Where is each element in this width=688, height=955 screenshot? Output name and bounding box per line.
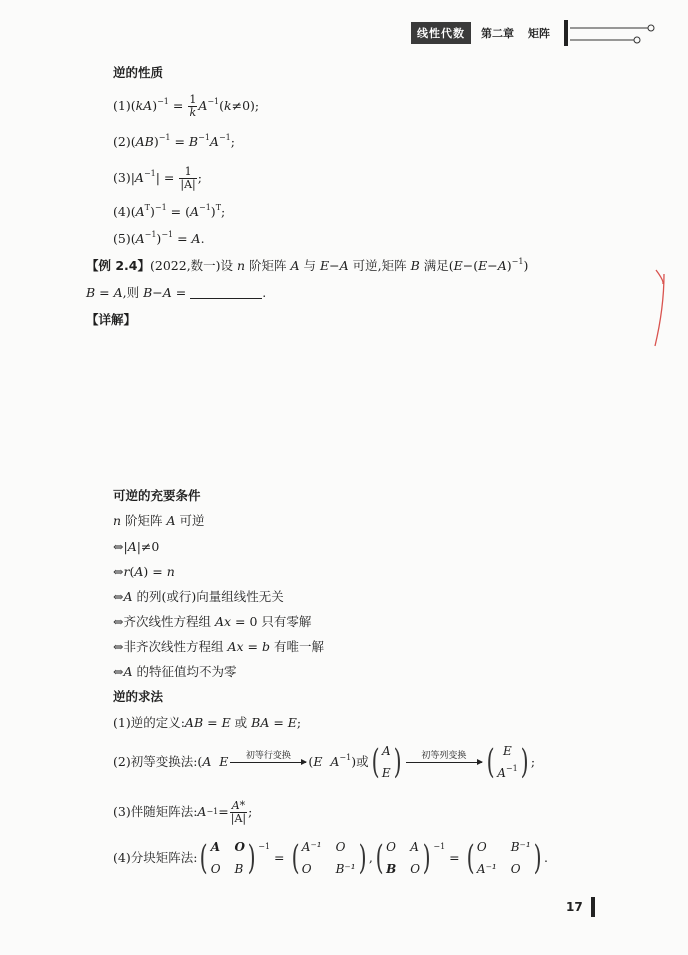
method-3: (3)伴随矩阵法: A −1 = $\frac{A*}{|A|}$ ; — [113, 798, 253, 825]
condition-5: ⇔非齐次线性方程组 Ax = b 有唯一解 — [113, 639, 324, 654]
fraction: $\frac{A*}{|A|}$ — [230, 798, 247, 825]
column-block-matrix: ( A E ) — [371, 742, 402, 782]
fraction: $\frac{1}{k}$ — [189, 93, 197, 119]
property-5: $(5)(A^{-1})^{-1} = A$. — [113, 230, 205, 246]
header-rule — [564, 20, 568, 46]
condition-6: ⇔A 的特征值均不为零 — [113, 664, 237, 679]
condition-2: ⇔r(A) = n — [113, 564, 175, 579]
section-heading-methods: 逆的求法 — [113, 689, 164, 704]
condition-3: ⇔A 的列(或行)向量组线性无关 — [113, 589, 284, 604]
method-4: (4)分块矩阵法: ( A O O B ) −1 = ( A⁻¹ O O B⁻¹ ) , ( O A B O ) −1 = ( O B⁻¹ A⁻¹ O ) . — [113, 838, 548, 878]
block-matrix-antidiag-inverse: ( O B⁻¹ A⁻¹ O ) — [466, 838, 542, 878]
block-matrix-diag-inverse: ( A⁻¹ O O B⁻¹ ) — [291, 838, 367, 878]
header-decoration — [570, 22, 660, 46]
property-3: $(3)|A^{-1}|$ = $\frac{1}{|A|}$ ; — [113, 165, 202, 191]
page-number-bar — [591, 897, 595, 917]
condition-4: ⇔齐次线性方程组 Ax = 0 只有零解 — [113, 614, 312, 629]
section-heading-properties: 逆的性质 — [113, 65, 164, 80]
condition-1: ⇔|A|≠0 — [113, 539, 160, 554]
row-transform-arrow: 初等行变换 — [230, 751, 306, 774]
red-pen-mark — [650, 268, 672, 350]
column-result-matrix: ( E $A^{-1}$ ) — [486, 742, 529, 782]
example-line-2: B = A,则 B−A = . — [86, 285, 267, 300]
method-2: (2)初等变换法: (A E 初等行变换 (E $A^{-1}$) 或 ( A E ) 初等列变换 ( E $A^{-1}$ ) ; — [113, 742, 536, 782]
running-header — [411, 22, 550, 44]
property-4: $(4)(A^T)^{-1} = (A^{-1})^T$; — [113, 203, 226, 219]
fraction: $\frac{1}{|A|}$ — [180, 165, 196, 191]
section-heading-conditions: 可逆的充要条件 — [113, 488, 201, 503]
block-matrix-diag: ( A O O B ) −1 — [200, 838, 271, 878]
example-line-1: 【例 2.4】(2022,数一)设 n 阶矩阵 A 与 E−A 可逆,矩阵 B 满足$(E-(E-A)^{-1})$ — [86, 257, 529, 273]
column-transform-arrow: 初等列变换 — [406, 751, 482, 774]
method-1: (1)逆的定义:AB = E 或 BA = E; — [113, 715, 302, 730]
chapter-label: 第二章 — [481, 27, 514, 40]
condition-0: n 阶矩阵 A 可逆 — [113, 513, 205, 528]
chapter-title: 矩阵 — [528, 27, 550, 40]
property-1: (1)(kA)$^{-1}$ = $\frac{1}{k}$ $A^{-1}(k\ne 0)$; — [113, 93, 260, 119]
page-number: 17 — [566, 900, 583, 914]
book-title-badge: 线性代数 — [411, 22, 471, 44]
block-matrix-antidiag: ( O A B O ) −1 — [375, 838, 446, 878]
property-2: $(2)(AB)^{-1} = B^{-1}A^{-1}$; — [113, 133, 235, 149]
answer-blank[interactable] — [190, 286, 262, 299]
detail-label: 【详解】 — [86, 312, 137, 327]
